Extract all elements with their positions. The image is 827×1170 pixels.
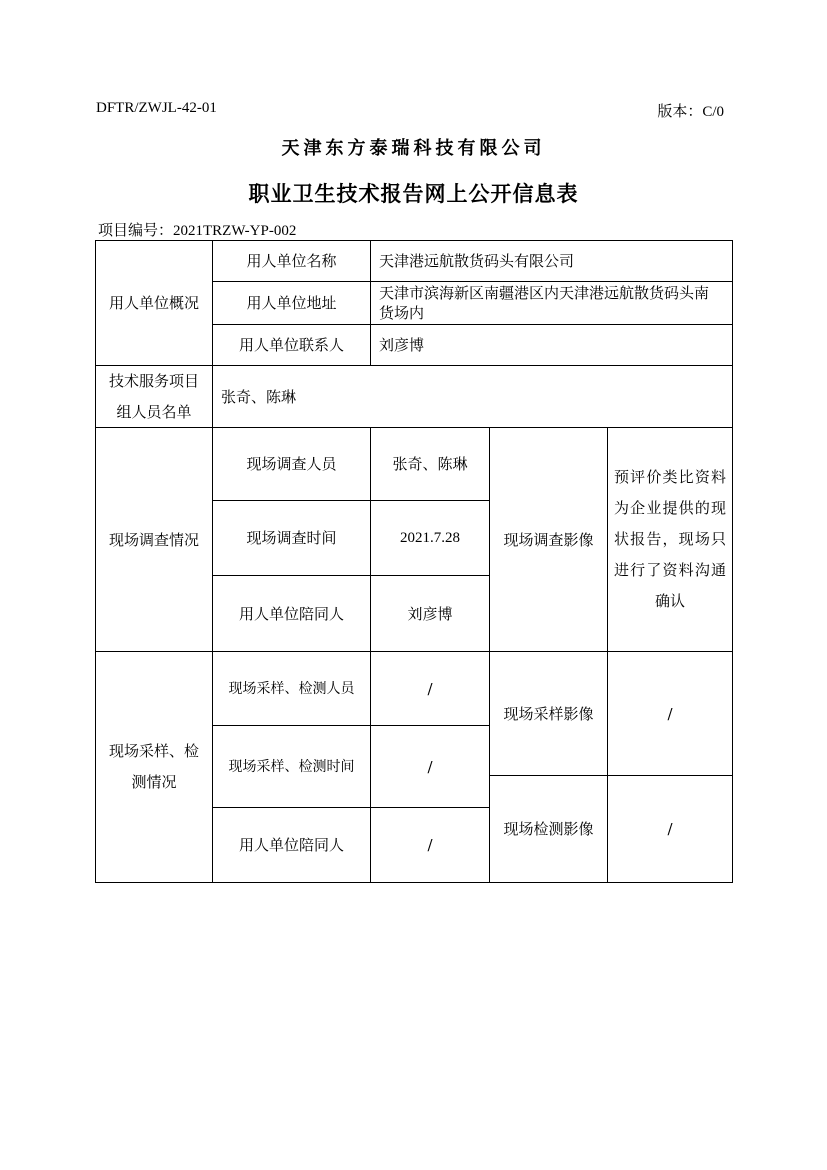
employer-address-value: 天津市滨海新区南疆港区内天津港远航散货码头南货场内	[379, 284, 710, 322]
survey-escort-label: 用人单位陪同人	[238, 604, 344, 623]
sampling-image-label: 现场采样影像	[503, 704, 594, 723]
document-code: DFTR/ZWJL-42-01	[96, 100, 217, 116]
survey-section-label: 现场调查情况	[108, 530, 199, 549]
survey-time-value: 2021.7.28	[400, 530, 460, 546]
sampling-escort-value: /	[427, 836, 433, 854]
employer-contact-label: 用人单位联系人	[238, 336, 344, 354]
survey-image-label: 现场调查影像	[503, 530, 594, 549]
employer-section-label: 用人单位概况	[108, 294, 199, 312]
testing-image-value: /	[667, 820, 673, 838]
survey-staff-label: 现场调查人员	[246, 455, 337, 473]
version-label: 版本：C/0	[657, 104, 724, 120]
team-members: 张奇、陈琳	[221, 387, 297, 406]
sampling-staff-value: /	[427, 679, 433, 698]
sampling-time-value: /	[427, 757, 433, 776]
survey-time-label: 现场调查时间	[246, 529, 337, 547]
company-name: 天津东方泰瑞科技有限公司	[281, 138, 546, 159]
survey-staff-value: 张奇、陈琳	[392, 455, 468, 473]
sampling-escort-label: 用人单位陪同人	[238, 836, 344, 854]
survey-image-note: 预评价类比资料为企业提供的现状报告，现场只进行了资料沟通确认	[614, 468, 726, 610]
survey-escort-value: 刘彦博	[407, 604, 453, 623]
employer-contact-value: 刘彦博	[379, 336, 425, 354]
sampling-section-label: 现场采样、检测情况	[108, 742, 199, 791]
project-number-label: 项目编号：	[98, 221, 174, 239]
testing-image-label: 现场检测影像	[503, 820, 594, 838]
employer-name-value: 天津港远航散货码头有限公司	[379, 252, 575, 270]
sampling-staff-label: 现场采样、检测人员	[228, 680, 355, 697]
sampling-time-label: 现场采样、检测时间	[228, 758, 355, 775]
sampling-image-value: /	[667, 704, 673, 723]
employer-name-label: 用人单位名称	[246, 252, 337, 270]
team-label: 技术服务项目组人员名单	[108, 371, 199, 421]
employer-address-label: 用人单位地址	[246, 294, 337, 312]
project-number	[98, 219, 296, 240]
project-number-value: 2021TRZW-YP-002	[173, 223, 297, 239]
page-title: 职业卫生技术报告网上公开信息表	[248, 181, 579, 206]
